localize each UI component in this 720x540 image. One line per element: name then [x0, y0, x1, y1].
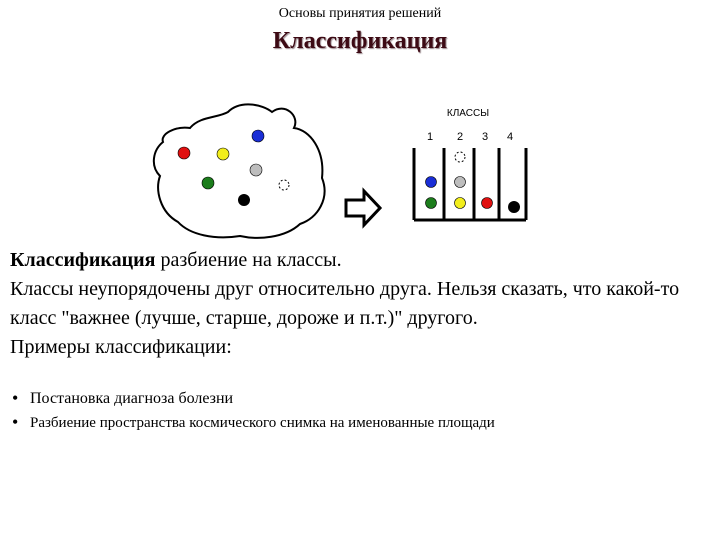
bin2-dot-yellow — [455, 198, 466, 209]
bin3-dot-red — [482, 198, 493, 209]
examples-list — [10, 388, 715, 436]
bin1-dot-green — [426, 198, 437, 209]
classes-label: КЛАССЫ — [446, 108, 490, 119]
class-number-1: 1 — [426, 131, 434, 143]
definition-rest: разбиение на классы. — [155, 249, 342, 271]
bin1-dot-blue — [426, 177, 437, 188]
bin2-dot-gray — [455, 177, 466, 188]
examples-heading: Примеры классификации: — [10, 336, 232, 358]
right-arrow-icon — [346, 191, 380, 225]
class-number-4: 4 — [506, 131, 514, 143]
blob-dot-green — [202, 177, 214, 189]
definition-term: Классификация — [10, 249, 156, 271]
blob-dot-blue — [252, 130, 264, 142]
page-title: Классификация — [272, 28, 448, 54]
classification-diagram — [0, 90, 720, 250]
blob-dot-red — [178, 147, 190, 159]
list-item: • Разбиение пространства космического снимка на именованные площади — [10, 412, 715, 434]
header-subtitle: Основы принятия решений — [278, 6, 442, 21]
bin4-dot-black — [508, 201, 520, 213]
blob-dot-white — [279, 180, 289, 190]
unclassified-blob — [154, 104, 325, 237]
definition-line — [10, 246, 715, 275]
bin2-dot-white — [455, 152, 465, 162]
unordered-classes-text: Классы неупорядочены друг относительно друга. Нельзя сказать, что какой-то класс "важнее (лучше, старше, дороже и п.т.)" другого. — [10, 278, 680, 329]
list-item: • Постановка диагноза болезни — [10, 388, 715, 410]
body-text — [10, 246, 715, 362]
blob-dot-yellow — [217, 148, 229, 160]
class-number-3: 3 — [481, 131, 489, 143]
blob-dot-black — [238, 194, 250, 206]
class-number-2: 2 — [456, 131, 464, 143]
blob-dot-gray — [250, 164, 262, 176]
